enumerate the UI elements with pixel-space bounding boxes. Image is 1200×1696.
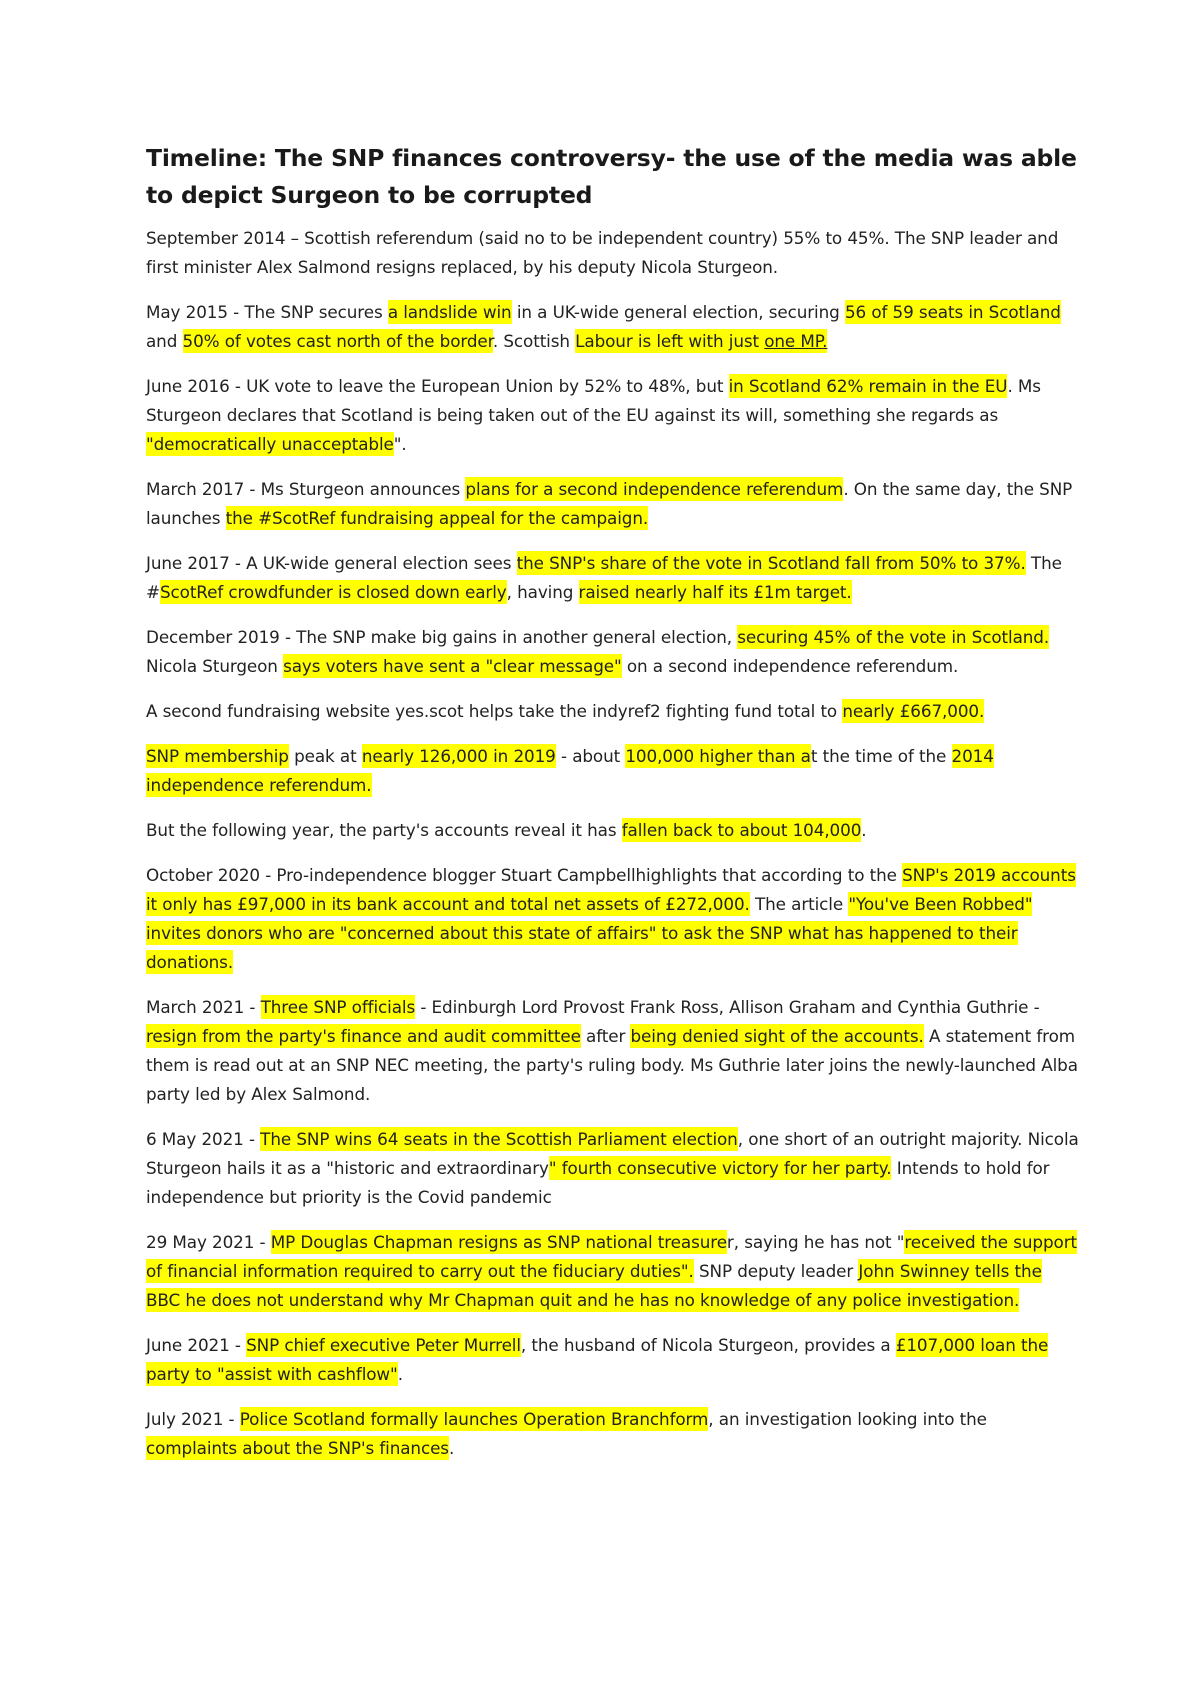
highlighted-text: in Scotland 62% remain in the EU: [728, 376, 1008, 396]
body-text: A statement from them is read out at an SNP NEC meeting, the party's ruling body. Ms Guthrie later joins the newly-launched Alba party led by Alex Salmond.: [146, 1026, 1078, 1104]
body-text: peak at: [288, 746, 362, 766]
highlighted-text: plans for a second independence referendum: [465, 479, 844, 499]
highlighted-text: 56 of 59 seats in Scotland: [844, 302, 1061, 322]
body-text: .: [861, 820, 867, 840]
body-text: A second fundraising website yes.scot helps take the indyref2 fighting fund total to: [146, 701, 843, 721]
body-text: Intends to hold for independence but priority is the Covid pandemic: [146, 1158, 1050, 1207]
highlighted-text: 100,000 higher than a: [625, 746, 811, 766]
body-text: - about: [555, 746, 626, 766]
body-text: .: [397, 1364, 403, 1384]
timeline-entry: [146, 1228, 1080, 1315]
body-text: 6 May 2021 -: [146, 1129, 261, 1149]
body-text: The article: [749, 894, 849, 914]
body-text: and: [146, 331, 183, 351]
body-text: Nicola Sturgeon: [146, 656, 284, 676]
highlighted-text: Three SNP officials: [260, 997, 416, 1017]
body-text: ".: [393, 434, 407, 454]
highlighted-text: 2014 independence referendum.: [146, 746, 994, 795]
highlighted-text: the SNP's share of the vote in Scotland fall from 50% to 37%.: [516, 553, 1026, 573]
timeline-entry: [146, 993, 1080, 1109]
body-text: September 2014 – Scottish referendum (said no to be independent country) 55% to 45%. The SNP leader and first minister Alex Salmond resigns replaced, by his deputy Nicola Sturgeon.: [146, 228, 1059, 277]
highlighted-text: SNP's 2019 accounts it only has £97,000 in its bank account and total net assets of £272,000.: [146, 865, 1076, 914]
timeline-entry: [146, 816, 1080, 845]
body-text: The #: [146, 553, 1062, 602]
timeline-entry: [146, 475, 1080, 533]
highlighted-text: says voters have sent a "clear message": [283, 656, 622, 676]
body-text: But the following year, the party's accounts reveal it has: [146, 820, 622, 840]
timeline-entry: [146, 697, 1080, 726]
timeline-entry: [146, 549, 1080, 607]
body-text: SNP deputy leader: [693, 1261, 859, 1281]
timeline-entry: [146, 1125, 1080, 1212]
highlighted-text: resign from the party's finance and audit committee: [146, 1026, 581, 1046]
highlighted-text: Police Scotland formally launches Operation Branchform: [239, 1409, 709, 1429]
highlighted-text: "You've Been Robbed" invites donors who are "concerned about this state of affairs" to ask the SNP what has happened to their donations.: [146, 894, 1033, 972]
timeline-entry: [146, 861, 1080, 977]
body-text: t the time of the: [810, 746, 952, 766]
highlighted-text: " fourth consecutive victory for her party.: [548, 1158, 892, 1178]
highlighted-text: "democratically unacceptable: [146, 434, 394, 454]
body-text: March 2021 -: [146, 997, 261, 1017]
body-text: . Scottish: [492, 331, 576, 351]
highlighted-text: received the support of financial information required to carry out the fiduciary duties".: [146, 1232, 1077, 1281]
body-text: on a second independence referendum.: [621, 656, 959, 676]
highlighted-text: SNP chief executive Peter Murrell: [246, 1335, 521, 1355]
highlighted-text: a landslide win: [387, 302, 512, 322]
highlighted-text: Labour is left with just: [575, 331, 765, 351]
body-text: - Edinburgh Lord Provost Frank Ross, Allison Graham and Cynthia Guthrie -: [415, 997, 1040, 1017]
highlighted-text: ScotRef crowdfunder is closed down early: [159, 582, 507, 602]
timeline-entry: [146, 298, 1080, 356]
body-text: June 2016 - UK vote to leave the European Union by 52% to 48%, but: [146, 376, 729, 396]
body-text: after: [580, 1026, 631, 1046]
body-text: , having: [506, 582, 579, 602]
body-text: . On the same day, the SNP launches: [146, 479, 1073, 528]
body-text: December 2019 - The SNP make big gains in another general election,: [146, 627, 738, 647]
body-text: , an investigation looking into the: [708, 1409, 987, 1429]
body-text: , the husband of Nicola Sturgeon, provides a: [520, 1335, 896, 1355]
body-text: July 2021 -: [146, 1409, 240, 1429]
body-text: October 2020 - Pro-independence blogger Stuart Campbellhighlights that according to the: [146, 865, 903, 885]
body-text: in a UK-wide general election, securing: [511, 302, 845, 322]
highlighted-text: nearly 126,000 in 2019: [361, 746, 556, 766]
timeline-entry: [146, 742, 1080, 800]
body-text: . Ms Sturgeon declares that Scotland is being taken out of the EU against its will, something she regards as: [146, 376, 1041, 425]
highlighted-text: raised nearly half its £1m target.: [578, 582, 852, 602]
highlighted-text: The SNP wins 64 seats in the Scottish Parliament election: [260, 1129, 738, 1149]
highlighted-text: SNP membership: [146, 746, 289, 766]
highlighted-text: MP Douglas Chapman resigns as SNP national treasure: [270, 1232, 727, 1252]
body-text: June 2017 - A UK-wide general election sees: [146, 553, 517, 573]
body-text: 29 May 2021 -: [146, 1232, 271, 1252]
highlighted-text: 50% of votes cast north of the border: [182, 331, 493, 351]
timeline-entry: [146, 372, 1080, 459]
highlighted-text: one MP.: [764, 331, 828, 351]
body-text: .: [448, 1438, 455, 1458]
highlighted-text: being denied sight of the accounts.: [630, 1026, 924, 1046]
highlighted-text: John Swinney tells the BBC he does not understand why Mr Chapman quit and he has no knowledge of any police investigation.: [146, 1261, 1042, 1310]
highlighted-text: nearly £667,000.: [842, 701, 985, 721]
timeline-entry: [146, 1331, 1080, 1389]
timeline-entry: [146, 1405, 1080, 1463]
highlighted-text: £107,000 loan the party to "assist with cashflow": [146, 1335, 1049, 1384]
highlighted-text: complaints about the SNP's finances: [146, 1438, 449, 1458]
timeline-entry: [146, 623, 1080, 681]
document-title: Timeline: The SNP finances controversy- the use of the media was able to depict Surgeon to be corrupted: [146, 144, 1077, 209]
highlighted-text: fallen back to about 104,000: [621, 820, 862, 840]
body-text: r, saying he has not ": [726, 1232, 905, 1252]
body-text: March 2017 - Ms Sturgeon announces: [146, 479, 466, 499]
body-text: , one short of an outright majority. Nicola Sturgeon hails it as a "historic and extraordinary: [146, 1129, 1079, 1178]
timeline-body: [146, 224, 1080, 1463]
timeline-entry: [146, 224, 1080, 282]
body-text: June 2021 -: [146, 1335, 247, 1355]
body-text: May 2015 - The SNP secures: [146, 302, 388, 322]
highlighted-text: the #ScotRef fundraising appeal for the campaign.: [225, 508, 649, 528]
highlighted-text: securing 45% of the vote in Scotland.: [737, 627, 1050, 647]
